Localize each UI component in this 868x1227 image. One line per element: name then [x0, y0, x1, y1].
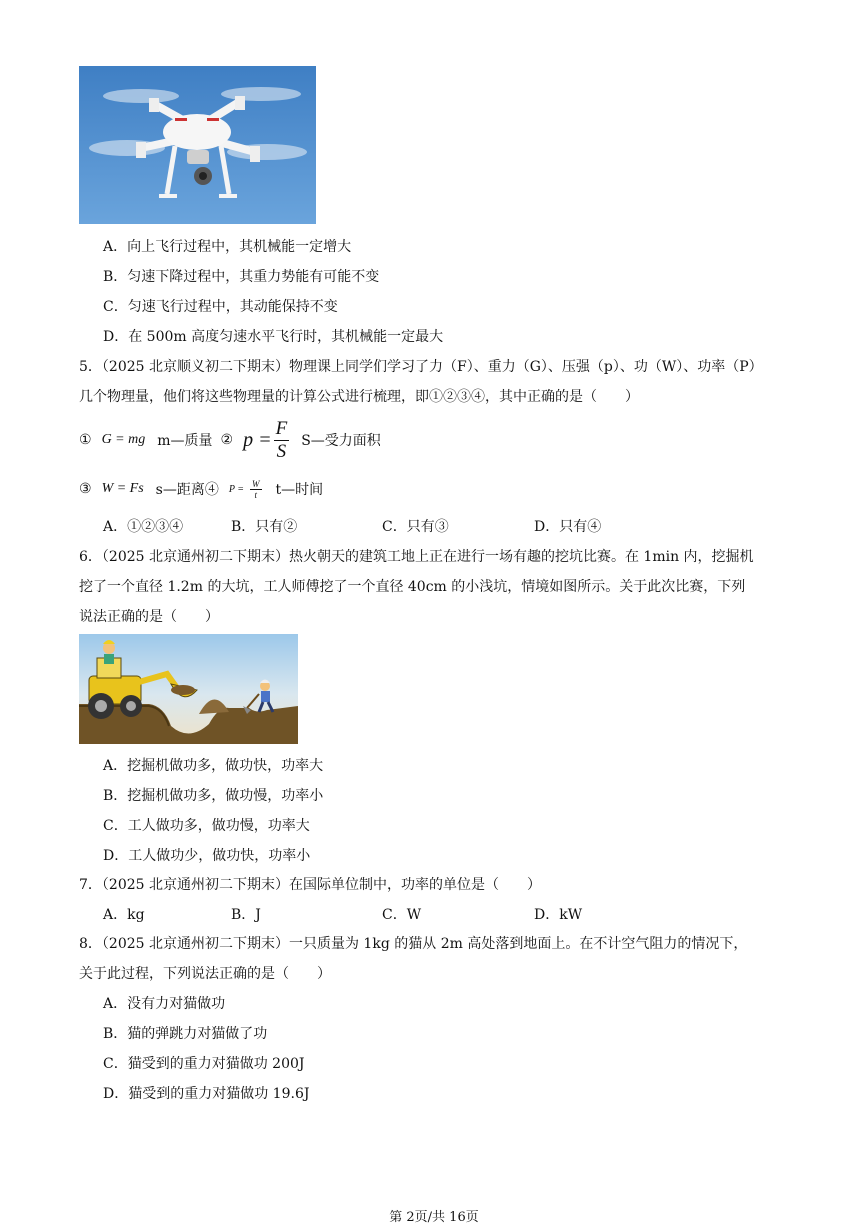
q7-option-a: A．kg [103, 907, 145, 923]
q7-option-d: D．kW [534, 907, 583, 923]
q5-f1-note: m—质量 [157, 433, 213, 449]
q5-f4-denominator: t [254, 489, 258, 500]
q5-f2-note: S—受力面积 [301, 433, 381, 449]
q5-formulas-row2 [79, 474, 323, 504]
q6-option-a: A．挖掘机做功多，做功快，功率大 [103, 758, 324, 774]
q8-option-c: C．猫受到的重力对猫做功 200J [103, 1056, 305, 1072]
q8-option-b: B．猫的弹跳力对猫做了功 [103, 1026, 268, 1042]
q5-f1-number: ① [79, 432, 92, 448]
q7-option-b: B．J [231, 907, 261, 923]
q7-stem: 7．（2025 北京通州初二下期末）在国际单位制中，功率的单位是（ ） [79, 877, 541, 893]
q6-option-d: D．工人做功少，做功快，功率小 [103, 848, 311, 864]
q6-stem-line3: 说法正确的是（ ） [79, 609, 219, 625]
q5-stem-line2: 几个物理量，他们将这些物理量的计算公式进行梳理，即①②③④，其中正确的是（ ） [79, 389, 639, 405]
q4-option-a: A．向上飞行过程中，其机械能一定增大 [103, 239, 352, 255]
q5-option-b: B．只有② [231, 519, 298, 535]
q5-f3-note: s—距离④ [155, 482, 219, 498]
q4-option-b: B．匀速下降过程中，其重力势能有可能不变 [103, 269, 380, 285]
q5-f2-lhs: p = [243, 428, 272, 451]
q5-f4-note: t—时间 [275, 482, 324, 498]
q5-f3-formula: W = Fs [101, 481, 144, 496]
q4-option-c: C．匀速飞行过程中，其动能保持不变 [103, 299, 338, 315]
q5-stem-line1: 5．（2025 北京顺义初二下期末）物理课上同学们学习了力（F）、重力（G）、压强（p）、功（W）、功率（P） [79, 359, 763, 375]
q8-option-a: A．没有力对猫做功 [103, 996, 226, 1012]
q5-f2-number: ② [220, 432, 234, 448]
q5-f2-numerator: F [275, 417, 288, 439]
excavator-worker-image [79, 634, 298, 744]
q5-formulas-row1 [79, 417, 381, 462]
q6-stem-line2: 挖了一个直径 1.2m 的大坑，工人师傅挖了一个直径 40cm 的小浅坑，情境如图所示。关于此次比赛，下列 [79, 579, 746, 595]
q5-f4-lhs: P = [228, 483, 245, 495]
q5-option-a: A．①②③④ [103, 519, 184, 535]
q4-option-d: D．在 500m 高度匀速水平飞行时，其机械能一定最大 [103, 329, 444, 345]
q5-option-c: C．只有③ [382, 519, 449, 535]
q6-option-b: B．挖掘机做功多，做功慢，功率小 [103, 788, 324, 804]
drone-image [79, 66, 316, 224]
q6-stem-line1: 6．（2025 北京通州初二下期末）热火朝天的建筑工地上正在进行一场有趣的挖坑比赛。在 1min 内，挖掘机 [79, 549, 754, 565]
page-number-footer: 第 2页/共 16页 [389, 1210, 479, 1225]
q5-f4-fraction [250, 479, 262, 500]
q8-stem-line1: 8．（2025 北京通州初二下期末）一只质量为 1kg 的猫从 2m 高处落到地面上。在不计空气阻力的情况下， [79, 936, 748, 952]
q5-f1-formula: G = mg [101, 432, 146, 447]
q5-option-d: D．只有④ [534, 519, 602, 535]
q8-stem-line2: 关于此过程，下列说法正确的是（ ） [79, 966, 331, 982]
q6-option-c: C．工人做功多，做功慢，功率大 [103, 818, 310, 834]
q7-option-c: C．W [382, 907, 422, 923]
q5-f3-number: ③ [79, 481, 92, 497]
q5-f2-fraction [274, 418, 290, 463]
q8-option-d: D．猫受到的重力对猫做功 19.6J [103, 1086, 310, 1102]
q5-f2-denominator: S [276, 440, 287, 462]
q5-f4-numerator: W [252, 478, 260, 489]
